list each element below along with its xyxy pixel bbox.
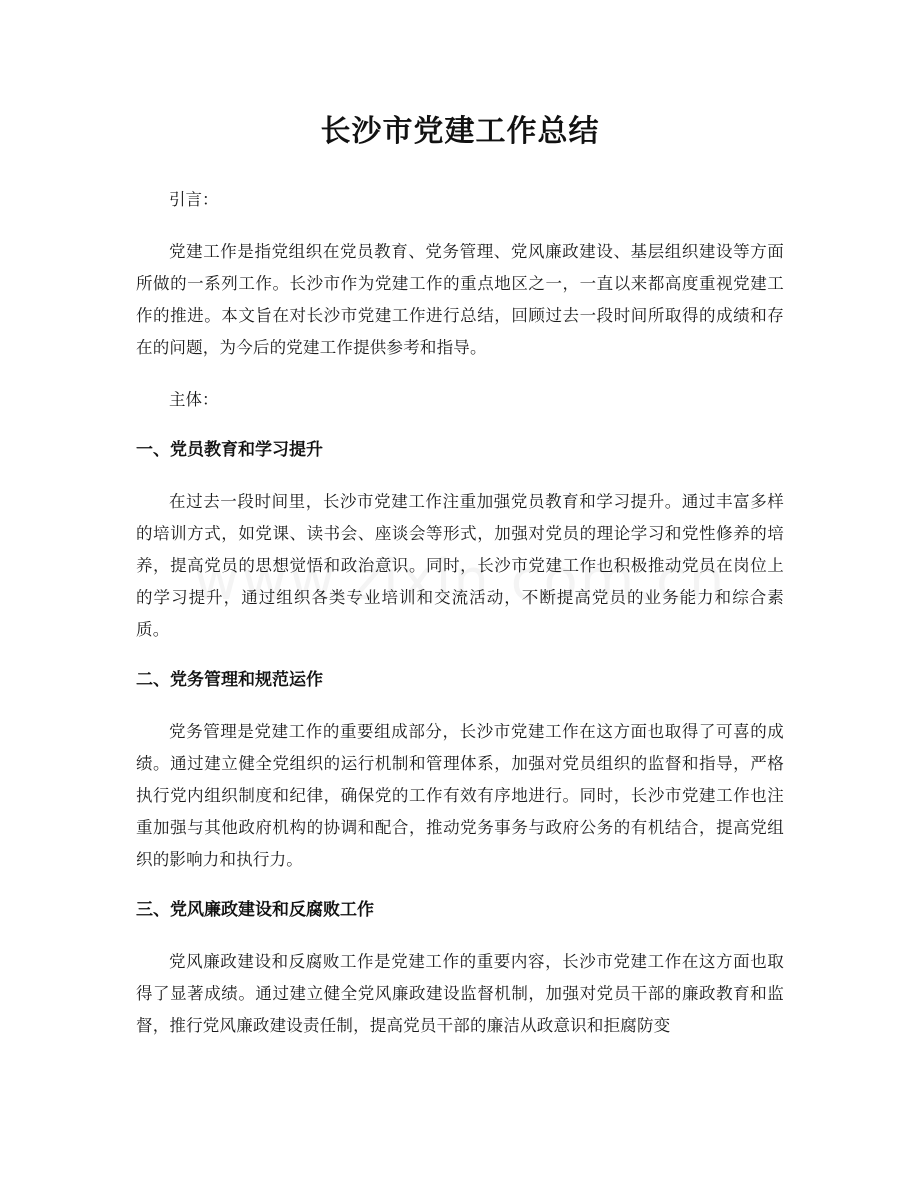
intro-label: 引言： (169, 190, 219, 209)
section-1-heading: 一、党员教育和学习提升 (136, 440, 323, 460)
body-label: 主体： (169, 390, 219, 409)
section-1-paragraph: 在过去一段时间里，长沙市党建工作注重加强党员教育和学习提升。通过丰富多样的培训方式，如党课、读书会、座谈会等形式，加强对党员的理论学习和党性修养的培养，提高党员的思想觉悟和政治意识。同时，长沙市党建工作也积极推动党员在岗位上的学习提升，通过组织各类专业培训和交流活动，不断提高党员的业务能力和综合素质。 (136, 492, 784, 639)
section-3-paragraph: 党风廉政建设和反腐败工作是党建工作的重要内容，长沙市党建工作在这方面也取得了显著成绩。通过建立健全党风廉政建设监督机制，加强对党员干部的廉政教育和监督，推行党风廉政建设责任制，提高党员干部的廉洁从政意识和拒腐防变 (136, 952, 784, 1035)
intro-paragraph: 党建工作是指党组织在党员教育、党务管理、党风廉政建设、基层组织建设等方面所做的一系列工作。长沙市作为党建工作的重点地区之一，一直以来都高度重视党建工作的推进。本文旨在对长沙市党建工作进行总结，回顾过去一段时间所取得的成绩和存在的问题，为今后的党建工作提供参考和指导。 (136, 242, 784, 357)
section-3-heading: 三、党风廉政建设和反腐败工作 (136, 900, 374, 920)
document-title: 长沙市党建工作总结 (320, 114, 600, 149)
section-2-heading: 二、党务管理和规范运作 (136, 670, 323, 690)
document-body (136, 184, 784, 1042)
section-2-paragraph: 党务管理是党建工作的重要组成部分，长沙市党建工作在这方面也取得了可喜的成绩。通过建立健全党组织的运行机制和管理体系，加强对党员组织的监督和指导，严格执行党内组织制度和纪律，确保党的工作有效有序地进行。同时，长沙市党建工作也注重加强与其他政府机构的协调和配合，推动党务事务与政府公务的有机结合，提高党组织的影响力和执行力。 (136, 722, 784, 869)
